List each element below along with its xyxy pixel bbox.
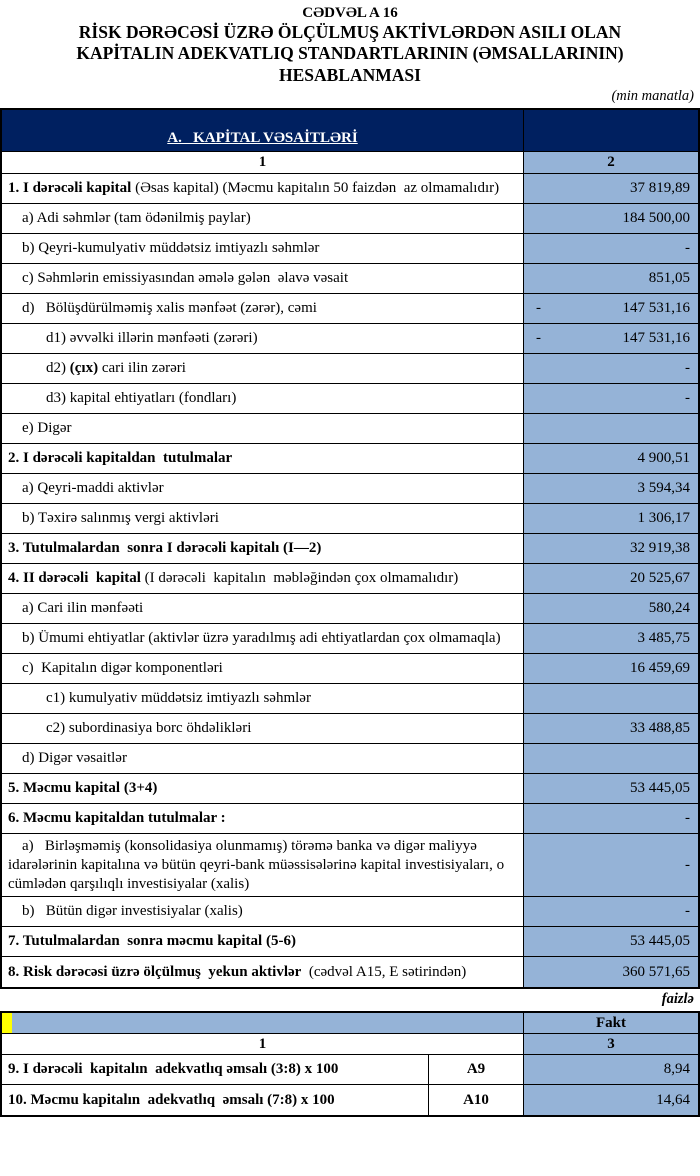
section-a-header-cell xyxy=(2,110,524,151)
row-value: 360 571,65 xyxy=(524,957,698,987)
adequacy-table xyxy=(0,1011,700,1117)
column-1-label: 1 xyxy=(2,1034,524,1055)
row-label: 1. I dərəcəli kapital (Əsas kapital) (Məcmu kapitalın 50 faizdən az olmamalıdır) xyxy=(2,174,524,203)
table-row xyxy=(2,804,698,834)
row-label: d) Digər vəsaitlər xyxy=(2,744,524,773)
row-value: 1 306,17 xyxy=(524,504,698,533)
row-value: 33 488,85 xyxy=(524,714,698,743)
row-value: - xyxy=(524,897,698,926)
table-row xyxy=(2,174,698,204)
row-value: 8,94 xyxy=(524,1055,698,1085)
section-a-title: A. KAPİTAL VƏSAİTLƏRİ xyxy=(167,130,358,147)
row-label: 7. Tutulmalardan sonra məcmu kapital (5-6) xyxy=(2,927,524,956)
highlight-mark xyxy=(2,1013,12,1033)
row-label: b) Qeyri-kumulyativ müddətsiz imtiyazlı səhmlər xyxy=(2,234,524,263)
table-row xyxy=(2,714,698,744)
row-label: d1) əvvəlki illərin mənfəəti (zərəri) xyxy=(2,324,524,353)
row-label: 10. Məcmu kapitalın adekvatlıq əmsalı (7:8) x 100 xyxy=(2,1085,429,1115)
row-value: - 147 531,16 xyxy=(524,324,698,353)
row-value: - 147 531,16 xyxy=(524,294,698,323)
row-label: 5. Məcmu kapital (3+4) xyxy=(2,774,524,803)
row-value: 37 819,89 xyxy=(524,174,698,203)
table-row xyxy=(2,897,698,927)
row-value: - xyxy=(524,354,698,383)
row-label: 2. I dərəcəli kapitaldan tutulmalar xyxy=(2,444,524,473)
table-row xyxy=(2,294,698,324)
table-row xyxy=(2,564,698,594)
header-empty-cell xyxy=(524,110,698,151)
row-label: d) Bölüşdürülməmiş xalis mənfəət (zərər), cəmi xyxy=(2,294,524,323)
column-3-label: 3 xyxy=(524,1034,698,1055)
row-label: a) Cari ilin mənfəəti xyxy=(2,594,524,623)
table-row xyxy=(2,234,698,264)
row-label: d3) kapital ehtiyatları (fondları) xyxy=(2,384,524,413)
row-label: 4. II dərəcəli kapital (I dərəcəli kapitalın məbləğindən çox olmamalıdır) xyxy=(2,564,524,593)
row-value: - xyxy=(524,804,698,833)
doc-title-line-1: RİSK DƏRƏCƏSİ ÜZRƏ ÖLÇÜLMUŞ AKTİVLƏRDƏN ASILI OLAN xyxy=(78,22,622,42)
row-value: - xyxy=(524,834,698,896)
row-value xyxy=(524,414,698,443)
row-value: 53 445,05 xyxy=(524,774,698,803)
row-label: c) Kapitalın digər komponentləri xyxy=(2,654,524,683)
row-value: 14,64 xyxy=(524,1085,698,1115)
row-value: 4 900,51 xyxy=(524,444,698,473)
row-label: d2) (çıx) cari ilin zərəri xyxy=(2,354,524,383)
row-value: 851,05 xyxy=(524,264,698,293)
table-row xyxy=(2,384,698,414)
row-label: c1) kumulyativ müddətsiz imtiyazlı səhmlər xyxy=(2,684,524,713)
table-row xyxy=(2,444,698,474)
row-label: 9. I dərəcəli kapitalın adekvatlıq əmsalı (3:8) x 100 xyxy=(2,1055,429,1085)
row-label: c) Səhmlərin emissiyasından əmələ gələn əlavə vəsait xyxy=(2,264,524,293)
column-2-label: 2 xyxy=(524,152,698,173)
row-value: - xyxy=(524,234,698,263)
table-row xyxy=(2,927,698,957)
fakt-header: Fakt xyxy=(524,1013,698,1034)
capital-table-header-row xyxy=(2,110,698,152)
row-value xyxy=(524,684,698,713)
fakt-row-left-cell xyxy=(2,1013,524,1034)
row-label: b) Bütün digər investisiyalar (xalis) xyxy=(2,897,524,926)
table-row xyxy=(2,594,698,624)
doc-title-line-3: HESABLANMASI xyxy=(279,64,421,85)
percent-note: faizlə xyxy=(661,991,694,1008)
row-value: 580,24 xyxy=(524,594,698,623)
table-row xyxy=(2,957,698,987)
table-row xyxy=(2,264,698,294)
doc-title-line-2: KAPİTALIN ADEKVATLIQ STANDARTLARININ (ƏMSALLARININ) xyxy=(76,43,624,64)
column-1-label: 1 xyxy=(2,152,524,173)
row-value: - xyxy=(524,384,698,413)
row-value: 32 919,38 xyxy=(524,534,698,563)
row-label: c2) subordinasiya borc öhdəlikləri xyxy=(2,714,524,743)
row-value: 16 459,69 xyxy=(524,654,698,683)
row-label: a) Adi səhmlər (tam ödənilmiş paylar) xyxy=(2,204,524,233)
row-value: 184 500,00 xyxy=(524,204,698,233)
table-row xyxy=(2,624,698,654)
row-label: e) Digər xyxy=(2,414,524,443)
table-row xyxy=(2,414,698,444)
table-row xyxy=(2,534,698,564)
doc-title xyxy=(0,22,700,86)
row-value: 3 594,34 xyxy=(524,474,698,503)
table-row xyxy=(2,774,698,804)
row-value: 53 445,05 xyxy=(524,927,698,956)
table-row xyxy=(2,324,698,354)
table-row xyxy=(2,204,698,234)
row-label: 8. Risk dərəcəsi üzrə ölçülmuş yekun aktivlər (cədvəl A15, E sətirindən) xyxy=(2,957,524,987)
row-label: a) Birləşməmiş (konsolidasiya olunmamış) törəmə banka və digər maliyyə idarələrinin kapitalına və bütün qeyri-bank müəssisələrinə kapital investisiyaları, o cümlədən qarşılıqlı investisiyalar (xalis) xyxy=(2,834,524,896)
row-value: 20 525,67 xyxy=(524,564,698,593)
row-label: a) Qeyri-maddi aktivlər xyxy=(2,474,524,503)
unit-note: (min manatla) xyxy=(611,88,694,105)
row-code: A10 xyxy=(429,1085,524,1115)
table-row xyxy=(2,504,698,534)
row-label: b) Təxirə salınmış vergi aktivləri xyxy=(2,504,524,533)
document-header xyxy=(0,0,700,86)
row-label: 3. Tutulmalardan sonra I dərəcəli kapitalı (I—2) xyxy=(2,534,524,563)
row-label: 6. Məcmu kapitaldan tutulmalar : xyxy=(2,804,524,833)
row-value: 3 485,75 xyxy=(524,624,698,653)
table-row xyxy=(2,744,698,774)
column-number-row xyxy=(2,152,698,174)
row-code: A9 xyxy=(429,1055,524,1085)
table-row xyxy=(2,834,698,897)
doc-code: CƏDVƏL A 16 xyxy=(302,5,398,21)
table-row xyxy=(2,354,698,384)
table-row xyxy=(2,474,698,504)
table-row xyxy=(2,684,698,714)
row-value xyxy=(524,744,698,773)
row-label: b) Ümumi ehtiyatlar (aktivlər üzrə yaradılmış adi ehtiyatlardan çox olmamaqla) xyxy=(2,624,524,653)
table-row xyxy=(2,654,698,684)
capital-table xyxy=(0,108,700,989)
